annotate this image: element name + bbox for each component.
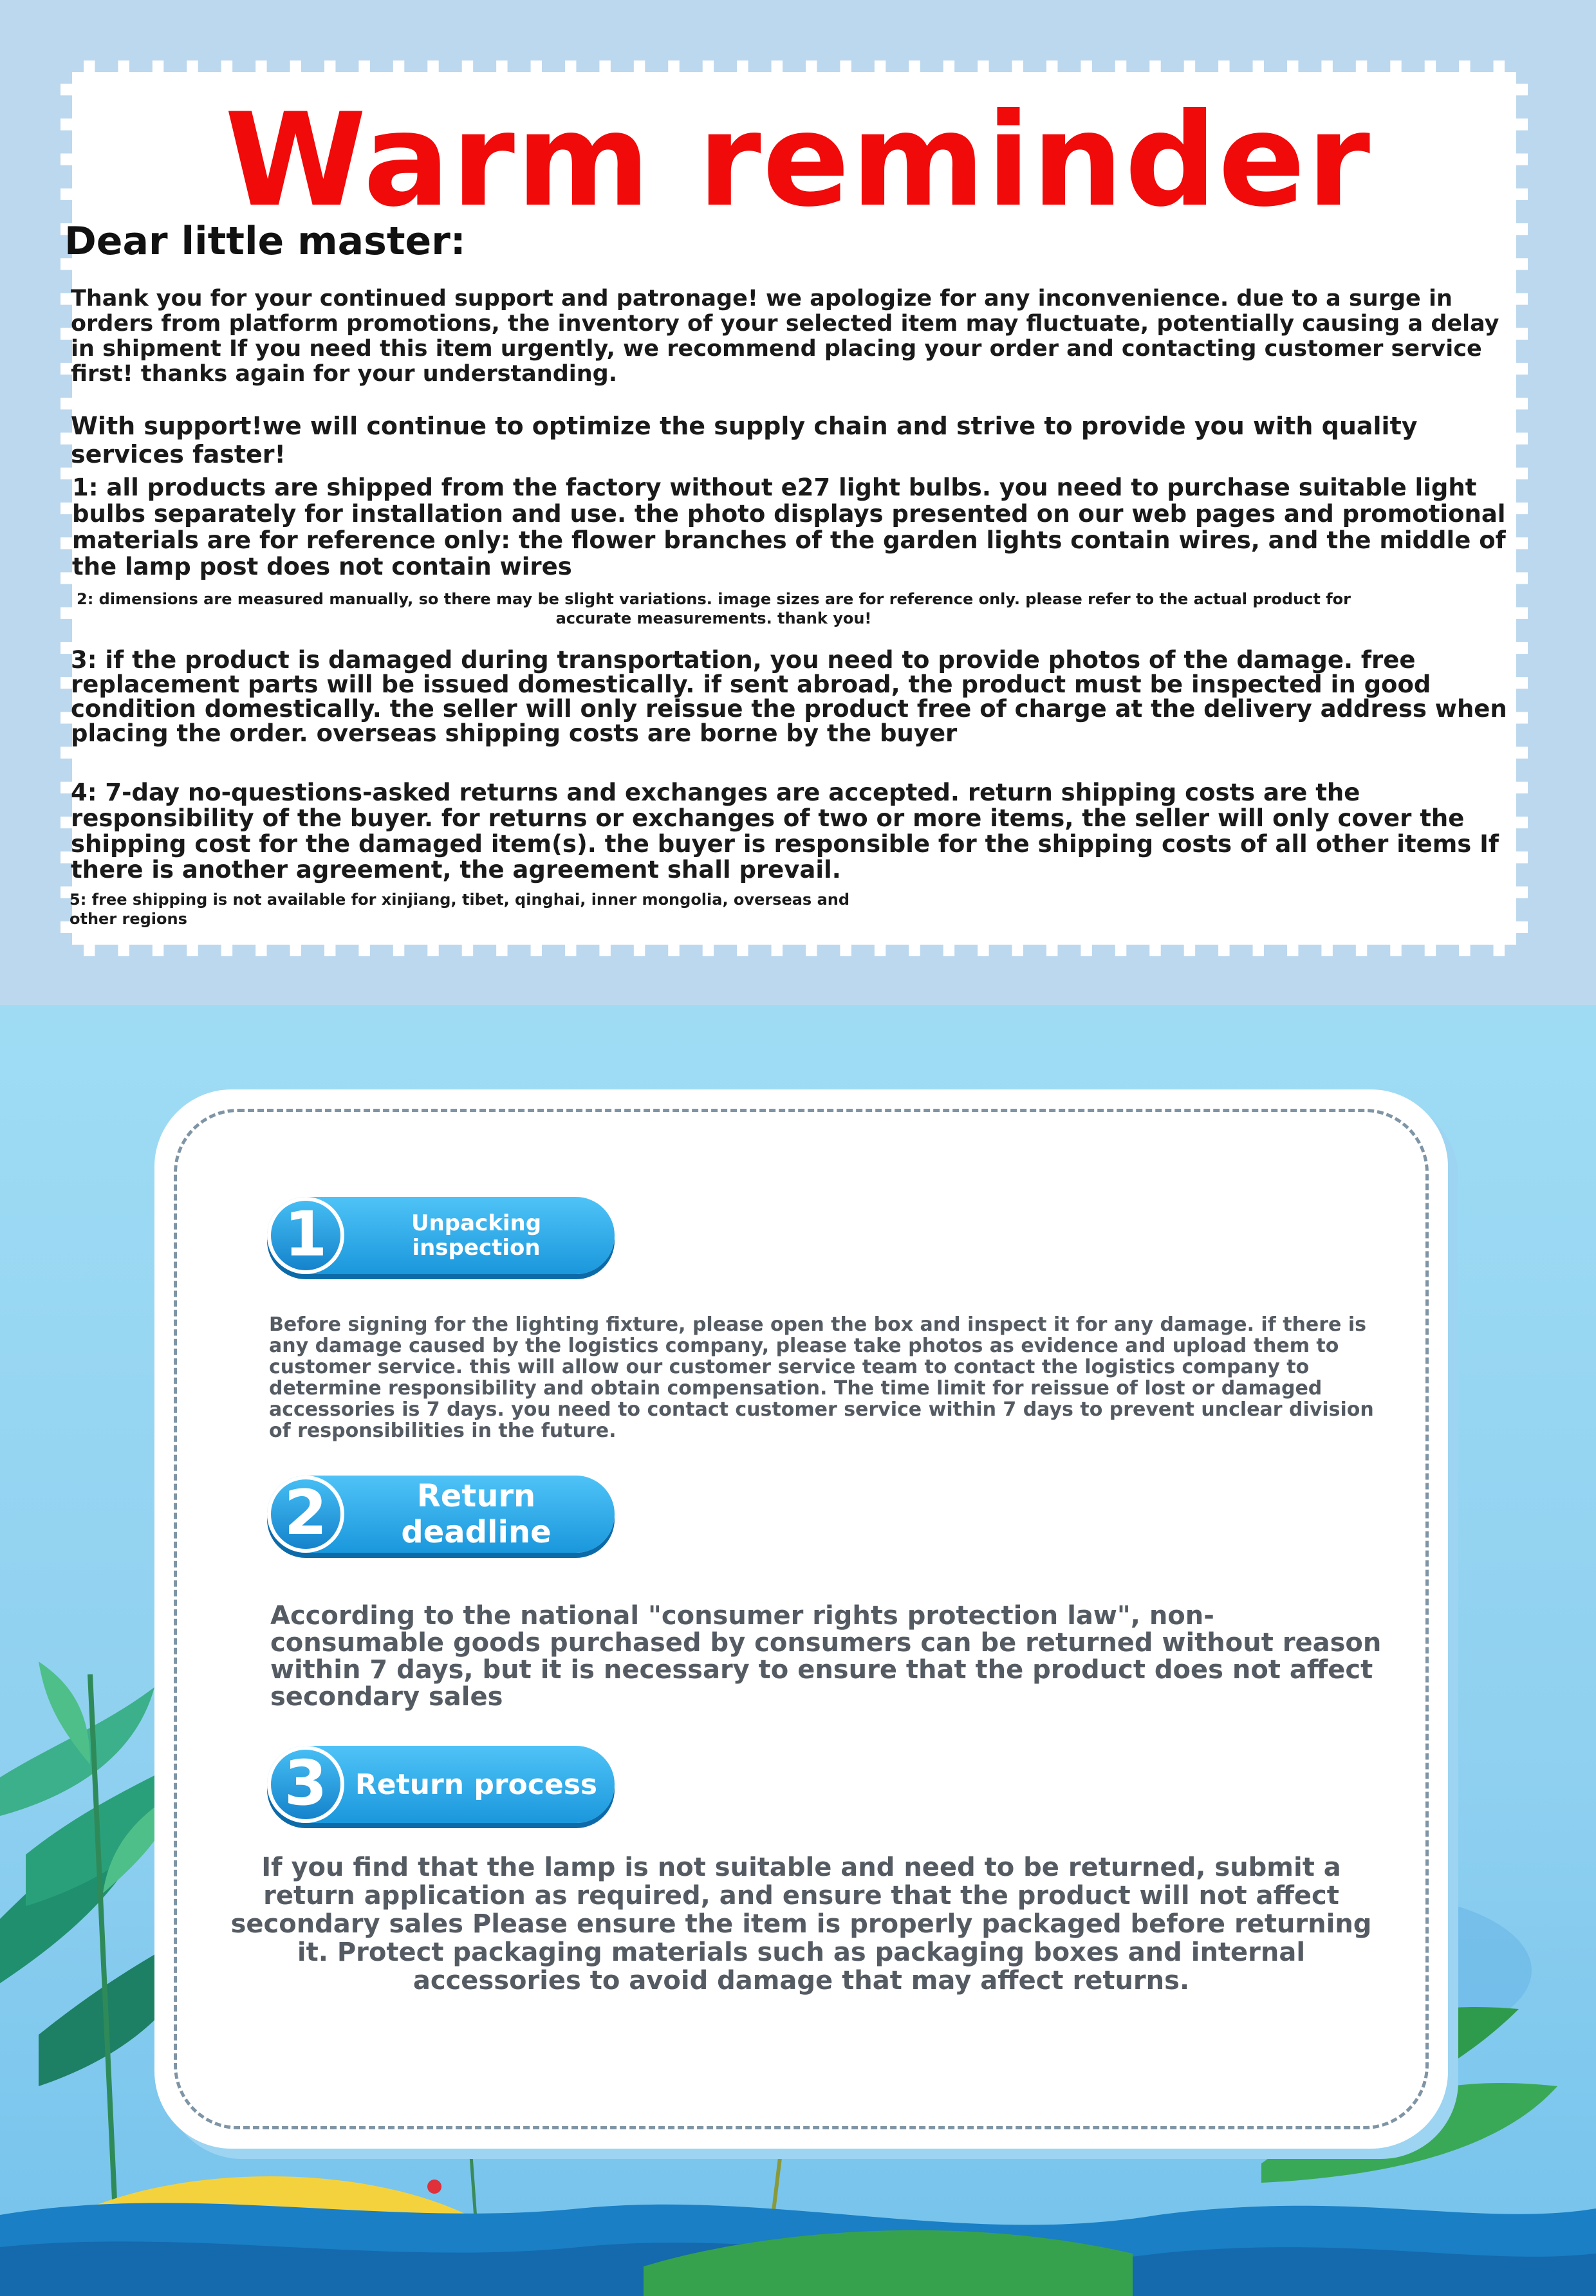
notice-item-1: 1: all products are shipped from the factory without e27 light bulbs. you need to purchase suitable light bulbs separately for installation and use. the photo displays presented on our web pages and promotional materials are for reference only: the flower branches of the garden lights contain wires, and the middle of the lamp post does not contain wires: [72, 474, 1506, 580]
policy-section: [0, 1005, 1596, 2296]
notice-item-2: 2: dimensions are measured manually, so there may be slight variations. image sizes are for reference only. please refer to the actual product for accurate measurements. thank you!: [77, 590, 1351, 627]
step-1-header: [267, 1197, 615, 1274]
step-3-label: Return process: [355, 1768, 598, 1801]
notice-item-4: 4: 7-day no-questions-asked returns and exchanges are accepted. return shipping costs are the responsibility of the buyer. for returns or exchanges of two or more items, the seller will only cover the shipping cost for the damaged item(s). the buyer is responsible for the shipping costs of all other items If there is another agreement, the agreement shall prevail.: [71, 779, 1499, 884]
step-2-label: Return deadline: [401, 1478, 552, 1550]
page-title: Warm reminder: [224, 86, 1372, 236]
salutation: Dear little master:: [64, 219, 466, 264]
step-1-label: Unpacking inspection: [411, 1210, 542, 1261]
step-3-text: If you find that the lamp is not suitable and need to be returned, submit a return application as required, and ensure that the product will not affect secondary sales Please ensure the item is properly packaged before returning it. Protect packaging materials such as packaging boxes and internal accessories to avoid damage that may affect returns.: [230, 1853, 1372, 1995]
step-2-text: According to the national "consumer rights protection law", non-consumable goods purchased by consumers can be returned without reason within 7 days, but it is necessary to ensure that the product does not affect secondary sales: [270, 1601, 1382, 1712]
step-2-header: [267, 1476, 615, 1553]
notice-item-5: 5: free shipping is not available for xinjiang, tibet, qinghai, inner mongolia, overseas and other regions: [70, 891, 850, 928]
notice-section: [0, 0, 1596, 1005]
step-number-badge: 3: [267, 1746, 344, 1823]
step-number-badge: 1: [267, 1197, 344, 1274]
step-1-text: Before signing for the lighting fixture, please open the box and inspect it for any damage. if there is any damage caused by the logistics company, please take photos as evidence and upload them to customer service. this will allow our customer service team to contact the logistics company to determine responsibility and obtain compensation. The time limit for reissue of lost or damaged accessories is 7 days. you need to contact customer service within 7 days to prevent unclear division of responsibilities in the future.: [269, 1313, 1374, 1442]
step-number-badge: 2: [267, 1476, 344, 1553]
support-line: With support!we will continue to optimize the supply chain and strive to provide you with quality services faster!: [71, 412, 1418, 468]
intro-paragraph: Thank you for your continued support and patronage! we apologize for any inconvenience. due to a surge in orders from platform promotions, the inventory of your selected item may fluctuate, potentially causing a delay in shipment If you need this item urgently, we recommend placing your order and contacting customer service first! thanks again for your understanding.: [71, 286, 1499, 387]
notice-item-3: 3: if the product is damaged during transportation, you need to provide photos of the damage. free replacement parts will be issued domestically. if sent abroad, the product must be inspected in good condition domestically. the seller will only reissue the product free of charge at the delivery address when placing the order. overseas shipping costs are borne by the buyer: [71, 646, 1507, 747]
step-3-header: [267, 1746, 615, 1823]
